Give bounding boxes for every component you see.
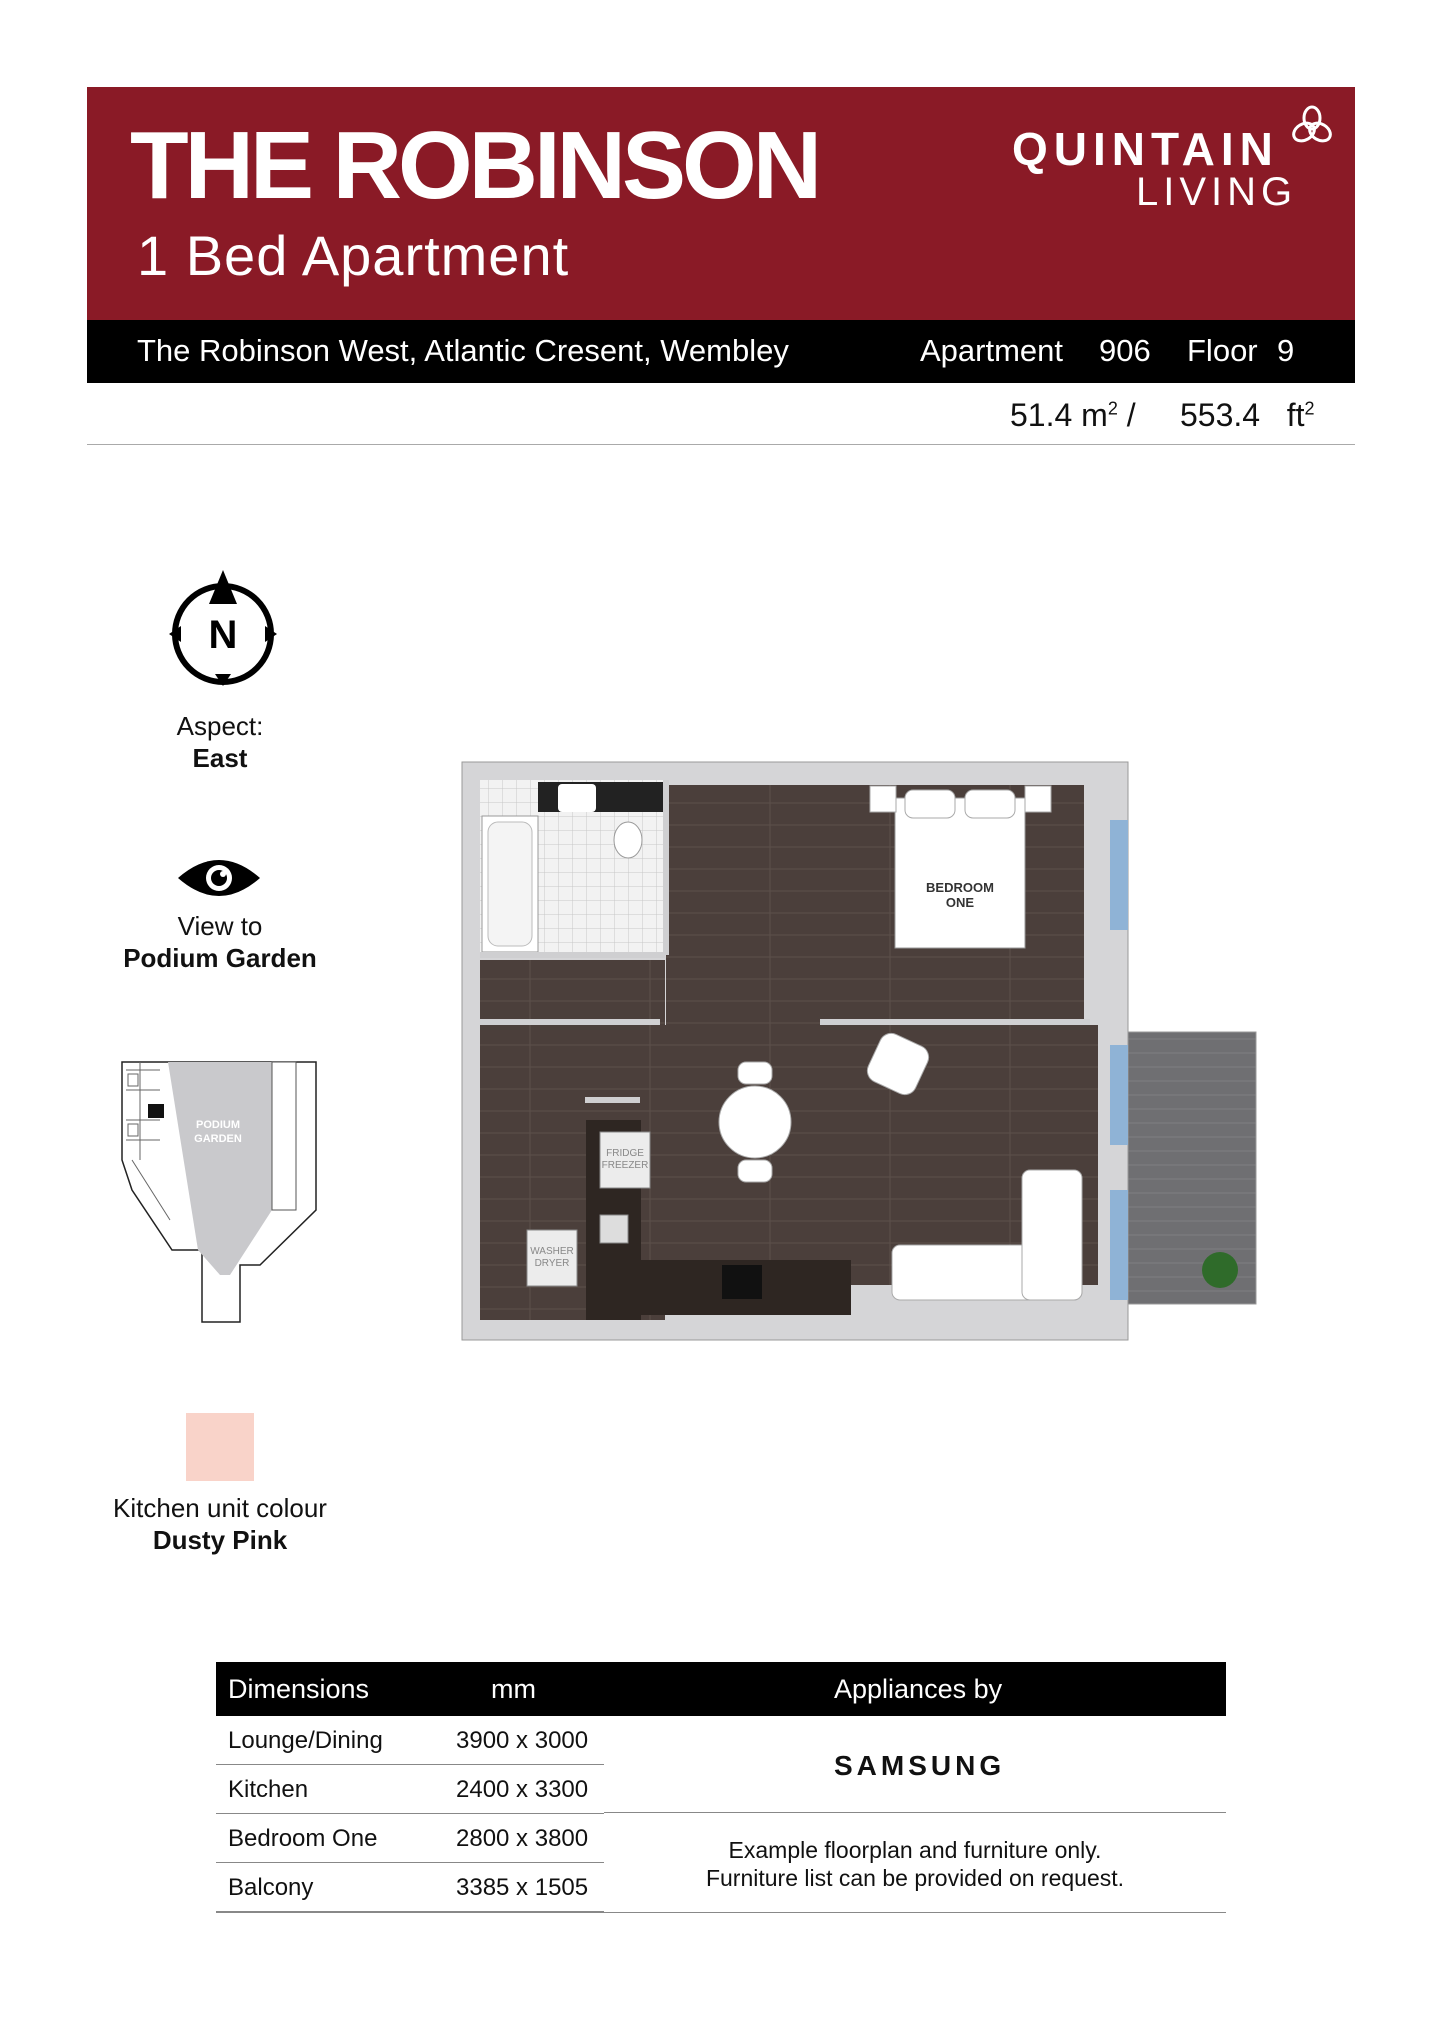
view-label: View to <box>177 911 263 941</box>
table-row <box>216 1765 604 1814</box>
fridge-label-2: FREEZER <box>601 1160 649 1171</box>
room-name: Kitchen <box>228 1776 309 1803</box>
disclaimer-line-2: Furniture list can be provided on request. <box>705 1864 1125 1891</box>
room-name: Lounge/Dining <box>228 1727 383 1754</box>
key-plan <box>120 1060 320 1325</box>
keyplan-label-2: GARDEN <box>194 1133 242 1145</box>
brand-logo-icon <box>1290 104 1334 148</box>
disclaimer-note <box>604 1837 1226 1892</box>
washer-label: WASHER <box>530 1246 574 1257</box>
bedroom-label: BEDROOM <box>926 880 994 895</box>
area-separator: / <box>1126 397 1136 433</box>
col-mm: mm <box>491 1674 536 1704</box>
compass-letter: N <box>208 613 238 657</box>
table-bottom-rule <box>216 1912 1226 1913</box>
floorplan <box>460 760 1260 1345</box>
aspect-value: East <box>192 743 248 773</box>
keyplan-label: PODIUM <box>196 1119 240 1131</box>
info-bar <box>87 320 1355 383</box>
area-sqft: 553.4 $ft^2$ <box>1180 397 1315 433</box>
kitchen-colour-swatch <box>186 1413 254 1481</box>
divider <box>87 444 1355 445</box>
area-sqm: 51.4 $m^2$ / <box>1010 397 1136 433</box>
table-row <box>216 1814 604 1863</box>
fridge-label: FRIDGE <box>606 1148 644 1159</box>
room-dimension: 2800 x 3800 <box>456 1825 589 1852</box>
area-sqft-unit: ft <box>1286 397 1305 433</box>
floor-number: 9 <box>1277 333 1295 368</box>
col-dimensions: Dimensions <box>228 1674 370 1704</box>
development-title: THE ROBINSON <box>130 112 819 219</box>
area-sqm-value: 51.4 <box>1010 397 1073 433</box>
brand-subname: LIVING <box>1136 170 1298 214</box>
aspect-label: Aspect: <box>176 711 264 741</box>
divider <box>604 1812 1226 1813</box>
room-name: Bedroom One <box>228 1825 378 1852</box>
table-row <box>216 1863 604 1912</box>
north-compass-icon <box>165 568 281 688</box>
room-dimension: 2400 x 3300 <box>456 1776 589 1803</box>
room-dimension: 3385 x 1505 <box>456 1874 589 1901</box>
view-value: Podium Garden <box>123 943 317 973</box>
apartment-type: 1 Bed Apartment <box>137 224 570 287</box>
area-sqm-unit: m <box>1081 397 1108 433</box>
kitchen-colour-label: Kitchen unit colour <box>113 1493 327 1523</box>
dimensions-table-header <box>216 1662 1226 1716</box>
area-sqft-value: 553.4 <box>1180 397 1261 433</box>
floor-label: Floor <box>1187 333 1258 368</box>
room-dimension: 3900 x 3000 <box>456 1727 589 1754</box>
kitchen-colour-value: Dusty Pink <box>152 1525 288 1555</box>
col-appliances: Appliances by <box>834 1674 1003 1704</box>
apartment-number: 906 <box>1099 333 1151 368</box>
washer-label-2: DRYER <box>534 1258 570 1269</box>
disclaimer-line-1: Example floorplan and furniture only. <box>728 1837 1102 1863</box>
room-name: Balcony <box>228 1874 314 1901</box>
table-row <box>216 1716 604 1765</box>
address: The Robinson West, Atlantic Cresent, Wembley <box>137 333 789 368</box>
apartment-label: Apartment <box>920 333 1064 368</box>
bedroom-label-2: ONE <box>945 895 975 910</box>
eye-icon <box>176 856 262 900</box>
samsung-logo: SAMSUNG <box>834 1750 1006 1781</box>
brand-name: QUINTAIN <box>1012 123 1279 175</box>
